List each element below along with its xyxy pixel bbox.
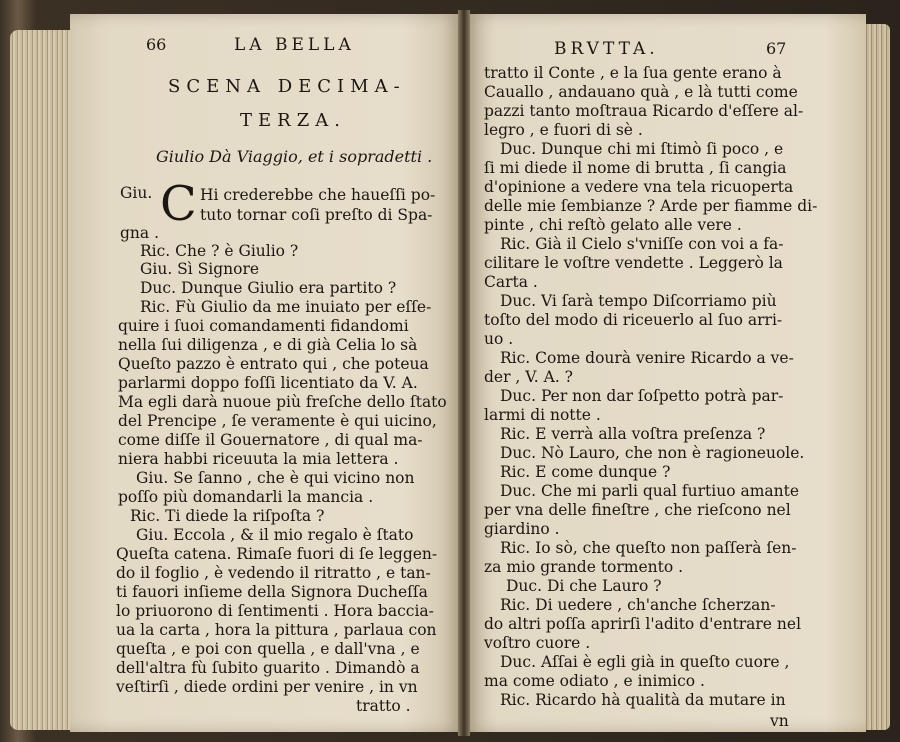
right-line-6: d'opinione a vedere vna tela ricuoperta (484, 178, 794, 196)
right-line-12: Duc. Vi ſarà tempo Diſcorriamo più (500, 292, 777, 310)
left-line-7: Ric. Fù Giulio da me inuiato per eſſe- (140, 298, 432, 316)
right-line-14: uo . (484, 330, 514, 348)
left-page-edges (10, 30, 72, 730)
left-line-2: tuto tornar coſi preſto di Spa- (200, 206, 433, 224)
right-line-22: Duc. Che mi parli qual furtiuo amante (500, 482, 800, 500)
left-line-25: queſta , e poi con quella , e dall'vna , e (116, 640, 420, 658)
right-line-15: Ric. Come dourà venire Ricardo a ve- (500, 349, 794, 367)
left-line-21: do il foglio , è vedendo il ritratto , e tan- (116, 564, 431, 582)
right-line-1: Cauallo , andauano quà , e là tutti come (484, 83, 798, 101)
left-line-24: ua la carta , hora la pittura , parlaua con (116, 621, 437, 639)
left-line-20: Queſta catena. Rimaſe fuori di ſe leggen- (116, 545, 438, 563)
scene-title-line1: SCENA DECIMA- (168, 76, 406, 97)
right-line-20: Duc. Nò Lauro, che non è ragioneuole. (500, 444, 805, 462)
left-line-9: nella ſui diligenza , e di già Celia lo sà (118, 336, 418, 354)
left-line-3: gna . (120, 224, 159, 242)
left-line-18: Ric. Ti diede la riſpoſta ? (130, 507, 325, 525)
right-line-33: Ric. Ricardo hà qualità da mutare in (500, 691, 786, 709)
right-line-9: Ric. Già il Cielo s'vniſſe con voi a fa- (500, 235, 784, 253)
right-line-13: toſto del modo di riceuerlo al ſuo arri- (484, 311, 783, 329)
left-line-27: veſtirſi , diede ordini per venire , in vn (116, 678, 418, 696)
left-line-12: Ma egli darà nuoue più freſche dello ſtato (118, 393, 447, 411)
left-line-1: Hi crederebbe che haueſſi po- (200, 186, 436, 204)
right-line-24: giardino . (484, 520, 560, 538)
left-line-5: Giu. Sì Signore (140, 260, 260, 278)
right-line-10: cilitare le voſtre vendette . Leggerò la (484, 254, 783, 272)
left-line-11: parlarmi doppo foſſi licentiato da V. A. (118, 374, 418, 392)
scene-title-line2: TERZA. (240, 110, 346, 131)
right-line-30: voſtro cuore . (484, 634, 591, 652)
left-line-6: Duc. Dunque Giulio era partito ? (140, 279, 397, 297)
left-running-head: LA BELLA (234, 35, 355, 55)
left-line-17: poſſo più domandarli la mancia . (118, 488, 374, 506)
right-line-2: pazzi tanto moſtraua Ricardo d'eſſere al- (484, 102, 804, 120)
right-line-3: legro , e fuori di sè . (484, 121, 643, 139)
scene-characters: Giulio Dà Viaggio, et i sopradetti . (156, 147, 433, 166)
left-line-16: Giu. Se ſanno , che è qui vicino non (136, 469, 415, 487)
right-line-28: Ric. Di uedere , ch'anche ſcherzan- (500, 596, 776, 614)
left-line-14: come diſſe il Gouernatore , di qual ma- (118, 431, 423, 449)
left-line-22: ti fauori inſieme della Signora Ducheſſa (116, 583, 428, 601)
right-running-head: BRVTTA. (554, 39, 659, 59)
right-line-17: Duc. Per non dar ſoſpetto potrà par- (500, 387, 784, 405)
left-line-23: lo priuorono di ſentimenti . Hora baccia- (116, 602, 434, 620)
book-gutter (458, 10, 470, 736)
left-line-8: quire i ſuoi comandamenti fidandomi (118, 317, 409, 335)
right-line-31: Duc. Aſſai è egli già in queſto cuore , (500, 653, 790, 671)
right-catchword: vn (770, 712, 789, 730)
left-line-4: Ric. Che ? è Giulio ? (140, 242, 299, 260)
right-line-32: ma come odiato , e inimico . (484, 672, 705, 690)
right-line-29: do altri poſſa aprirſi l'adito d'entrare nel (484, 615, 802, 633)
right-line-21: Ric. E come dunque ? (500, 463, 671, 481)
right-page-number: 67 (766, 39, 787, 58)
right-line-26: za mio grande tormento . (484, 558, 684, 576)
right-line-16: der , V. A. ? (484, 368, 573, 386)
left-line-19: Giu. Eccola , & il mio regalo è ſtato (136, 526, 414, 544)
left-line-10: Queſto pazzo è entrato qui , che poteua (118, 355, 429, 373)
right-line-18: larmi di notte . (484, 406, 601, 424)
left-line-26: dell'altra fù ſubito guarito . Dimandò a (116, 659, 420, 677)
left-line-13: del Prencipe , ſe veramente è qui uicino, (118, 412, 437, 430)
right-line-23: per vna delle fineſtre , che rieſcono nel (484, 501, 791, 519)
left-page-number: 66 (146, 35, 167, 54)
left-line-15: niera habbi riceuuta la mia lettera . (118, 450, 399, 468)
drop-cap-letter: C (160, 176, 197, 232)
right-line-5: ſi mi diede il nome di brutta , ſi cangia (484, 159, 787, 177)
right-line-25: Ric. Io sò, che queſto non paſſerà ſen- (500, 539, 797, 557)
right-line-11: Carta . (484, 273, 538, 291)
right-line-19: Ric. E verrà alla voſtra preſenza ? (500, 425, 766, 443)
right-line-0: tratto il Conte , e la ſua gente erano à (484, 64, 782, 82)
right-line-4: Duc. Dunque chi mi ſtimò ſi poco , e (500, 140, 784, 158)
right-line-8: pinte , chi reſtò gelato alle vere . (484, 216, 742, 234)
right-line-7: delle mie ſembianze ? Arde per fiamme di- (484, 197, 818, 215)
left-catchword: tratto . (356, 697, 411, 715)
right-line-27: Duc. Di che Lauro ? (506, 577, 662, 595)
left-line-0: Giu. (120, 184, 153, 202)
right-page-edges (864, 24, 890, 730)
